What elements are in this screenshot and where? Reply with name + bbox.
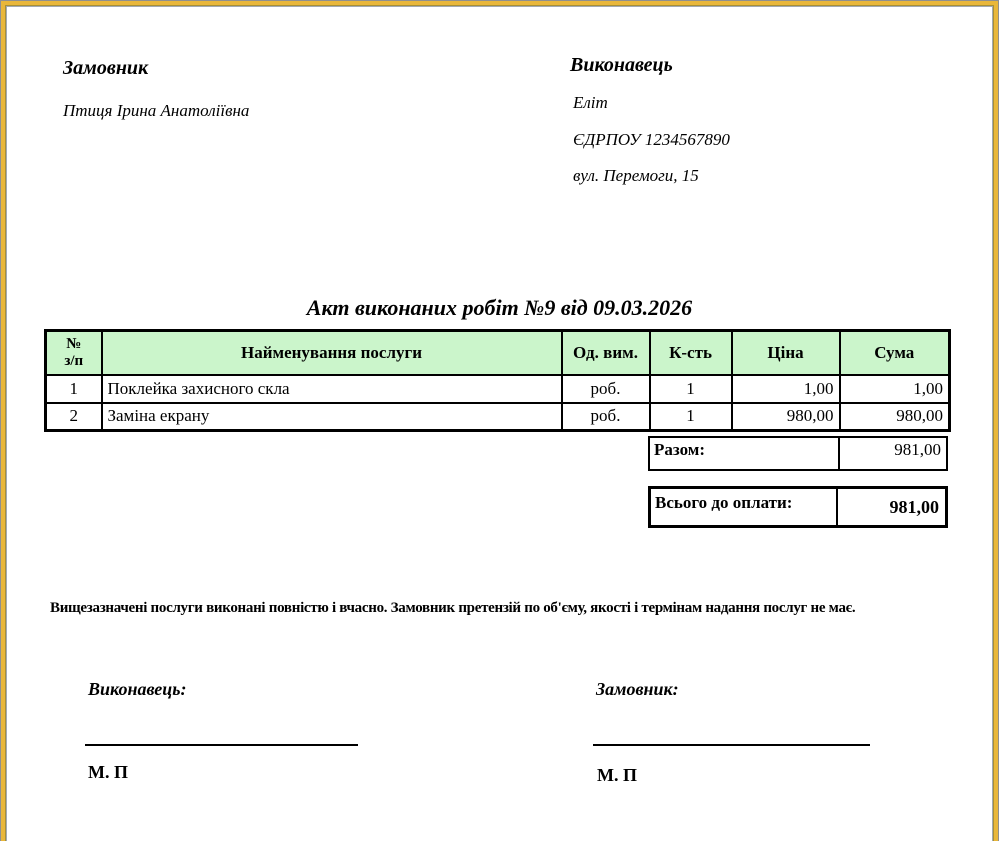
col-header-price: Ціна: [732, 331, 840, 375]
contractor-edrpou: ЄДРПОУ 1234567890: [573, 130, 730, 149]
row-number: 2: [46, 403, 102, 431]
row-qty: 1: [650, 375, 732, 403]
grand-total-value: 981,00: [889, 496, 939, 517]
subtotal-row: [648, 436, 948, 471]
contractor-name: Еліт: [573, 93, 608, 112]
contractor-address: вул. Перемоги, 15: [573, 166, 699, 185]
row-qty: 1: [650, 403, 732, 431]
col-header-qty: К-сть: [650, 331, 732, 375]
col-header-service: Найменування послуги: [102, 331, 562, 375]
row-service: Заміна екрану: [102, 403, 562, 431]
row-sum: 1,00: [840, 375, 950, 403]
row-unit: роб.: [562, 403, 650, 431]
col-header-sum: Сума: [840, 331, 950, 375]
row-number: 1: [46, 375, 102, 403]
table-header-row: [46, 331, 950, 375]
table-row: [46, 375, 950, 403]
table-row: [46, 403, 950, 431]
subtotal-value: 981,00: [894, 440, 941, 459]
signature-customer-stamp: М. П: [597, 765, 637, 785]
row-service: Поклейка захисного скла: [102, 375, 562, 403]
subtotal-label: Разом:: [650, 438, 840, 469]
contractor-heading: Виконавець: [570, 54, 673, 76]
signature-contractor-line: [85, 744, 358, 746]
signature-contractor-label: Виконавець:: [88, 679, 187, 699]
col-header-number: [46, 331, 102, 375]
acceptance-note: Вищезазначені послуги виконані повністю і вчасно. Замовник претензій по об'єму, якості і термінам надання послуг не має.: [50, 600, 856, 616]
services-table: [44, 329, 951, 432]
grand-total-box: [648, 486, 948, 528]
customer-heading: Замовник: [63, 57, 149, 79]
customer-name: Птиця Ірина Анатоліївна: [63, 101, 250, 120]
grand-total-label: Всього до оплати:: [651, 489, 838, 525]
signature-contractor-stamp: М. П: [88, 762, 128, 782]
row-sum: 980,00: [840, 403, 950, 431]
row-price: 980,00: [732, 403, 840, 431]
signature-customer-label: Замовник:: [596, 679, 679, 699]
col-header-unit: Од. вим.: [562, 331, 650, 375]
col-header-number-line1: №: [66, 335, 82, 352]
col-header-number-line2: з/п: [64, 352, 84, 369]
row-unit: роб.: [562, 375, 650, 403]
document-title: Акт виконаних робіт №9 від 09.03.2026: [306, 295, 693, 320]
signature-customer-line: [593, 744, 870, 746]
row-price: 1,00: [732, 375, 840, 403]
